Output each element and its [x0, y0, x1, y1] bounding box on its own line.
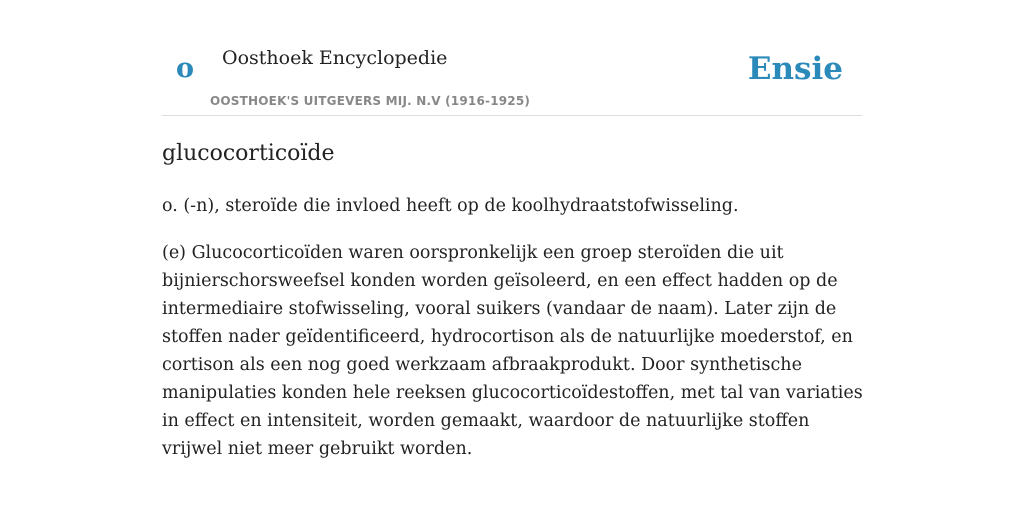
page-container	[162, 0, 862, 512]
entry-headword: glucocorticoïde	[162, 141, 335, 166]
source-header	[162, 0, 862, 116]
source-title[interactable]: Oosthoek Encyclopedie	[222, 47, 448, 69]
entry-body: (e) Glucocorticoïden waren oorspronkelijk een groep steroïden die uit bijnierschorsweefsel konden worden geïsoleerd, en een effect hadden op de intermediaire stofwisseling, vooral suikers (vandaar de naam). Later zijn de stoffen nader geïdentificeerd, hydrocortison als de natuurlijke moederstof, en cortison als een nog goed werkzaam afbraakprodukt. Door synthetische manipulaties konden hele reeksen glucocorticoïdestoffen, met tal van variaties in effect en intensiteit, worden gemaakt, waardoor de natuurlijke stoffen vrijwel niet meer gebruikt worden.	[162, 243, 863, 459]
publisher-label: OOSTHOEK'S UITGEVERS MIJ. N.V (1916-1925)	[210, 94, 531, 108]
brand-logo-link[interactable]: Ensie	[747, 51, 843, 87]
source-logo: o	[176, 53, 195, 84]
entry-definition: o. (-n), steroïde die invloed heeft op de koolhydraatstofwisseling.	[162, 196, 739, 216]
